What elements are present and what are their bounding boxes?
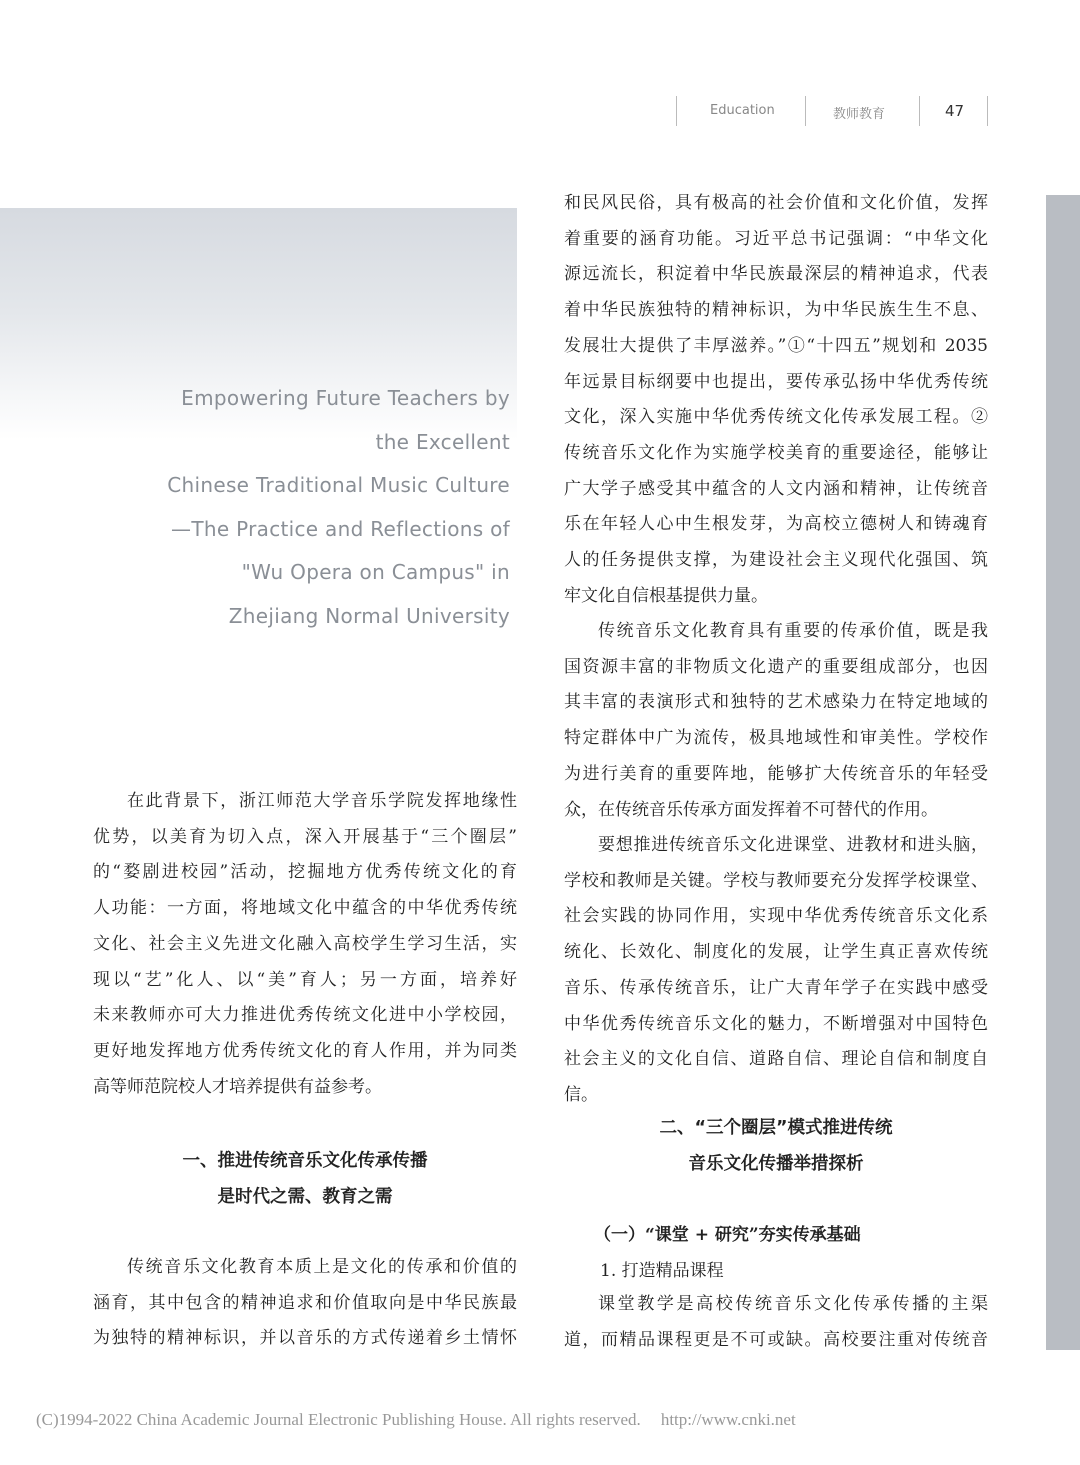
text-line: 广大学子感受其中蕴含的人文内涵和精神，让传统音	[564, 478, 988, 499]
english-title-line: Empowering Future Teachers by	[181, 386, 510, 410]
text-line: 源远流长，积淀着中华民族最深层的精神追求，代表	[564, 264, 988, 285]
text-line: 现以“艺”化人、以“美”育人；另一方面，培养好	[93, 969, 517, 990]
page-number: 47	[945, 102, 965, 120]
text-line: 社会实践的协同作用，实现中华优秀传统音乐文化系	[564, 906, 988, 927]
english-title-line: "Wu Opera on Campus" in	[241, 560, 510, 585]
text-line: 为独特的精神标识，并以音乐的方式传递着乡土情怀	[93, 1328, 517, 1349]
text-line: 学校和教师是关键。学校与教师要充分发挥学校课堂、	[564, 870, 988, 891]
text-line: 发展壮大提供了丰厚滋养。”①“十四五”规划和 2035	[564, 335, 988, 356]
english-title	[0, 377, 510, 639]
section-1-paragraph	[93, 1250, 517, 1357]
text-line: 乐在年轻人心中生根发芽，为高校立德树人和铸魂育	[564, 514, 988, 535]
copyright-footer	[36, 1410, 796, 1430]
text-line: 着中华民族独特的精神标识，为中华民族生生不息、	[564, 300, 988, 321]
left-intro-paragraph	[93, 784, 517, 1105]
header-section-en: Education	[710, 103, 775, 118]
right-paragraph-3	[564, 828, 988, 1114]
text-line: 音乐、传承传统音乐，让广大青年学子在实践中感受	[564, 977, 988, 998]
heading-line: 一、推进传统音乐文化传承传播	[182, 1151, 428, 1171]
english-title-line: —The Practice and Reflections of	[171, 516, 510, 541]
heading-line: 二、“三个圈层”模式推进传统	[659, 1118, 893, 1138]
text-line: 传统音乐文化作为实施学校美育的重要途径，能够让	[564, 442, 988, 463]
header-divider	[805, 96, 806, 126]
header-divider	[919, 96, 920, 126]
footer-url[interactable]: http://www.cnki.net	[660, 1410, 796, 1429]
header-divider	[987, 96, 988, 126]
right-paragraph-4	[564, 1287, 988, 1358]
text-line: 未来教师亦可大力推进优秀传统文化进中小学校园，	[93, 1005, 517, 1026]
text-line: 众，在传统音乐传承方面发挥着不可替代的作用。	[564, 799, 938, 820]
text-line: 在此背景下，浙江师范大学音乐学院发挥地缘性	[127, 791, 517, 811]
text-line: 的“婺剧进校园”活动，挖掘地方优秀传统文化的育	[93, 862, 517, 883]
text-line: 中华优秀传统音乐文化的魅力，不断增强对中国特色	[564, 1013, 988, 1034]
text-line: 国资源丰富的非物质文化遗产的重要组成部分，也因	[564, 656, 988, 677]
header-section-cn: 教师教育	[833, 107, 886, 122]
english-title-line: Chinese Traditional Music Culture	[167, 473, 510, 498]
english-title-line: Zhejiang Normal University	[228, 603, 510, 628]
text-line: 要想推进传统音乐文化进课堂、进教材和进头脑，	[598, 835, 988, 855]
text-line: 特定群体中广为流传，极具地域性和审美性。学校作	[564, 728, 988, 749]
text-line: 人的任务提供支撑，为建设社会主义现代化强国、筑	[564, 550, 988, 571]
text-line: 统化、长效化、制度化的发展，让学生真正喜欢传统	[564, 942, 988, 963]
text-line: 课堂教学是高校传统音乐文化传承传播的主渠	[598, 1294, 988, 1314]
header-divider	[676, 96, 677, 126]
text-line: 人功能：一方面，将地域文化中蕴含的中华优秀传统	[93, 898, 517, 919]
running-header	[676, 96, 988, 126]
text-line: 传统音乐文化教育具有重要的传承价值，既是我	[598, 621, 988, 641]
right-paragraph-2	[564, 614, 988, 828]
text-line: 年远景目标纲要中也提出，要传承弘扬中华优秀传统	[564, 371, 988, 392]
text-line: 优势，以美育为切入点，深入开展基于“三个圈层”	[93, 826, 517, 847]
text-line: 文化，深入实施中华优秀传统文化传承发展工程。②	[564, 407, 988, 428]
text-line: 和民风民俗，具有极高的社会价值和文化价值，发挥	[564, 193, 988, 213]
text-line: 其丰富的表演形式和独特的艺术感染力在特定地域的	[564, 692, 988, 713]
right-paragraph-1	[564, 186, 988, 614]
section-2-title	[564, 1110, 988, 1182]
text-line: 道，而精品课程更是不可或缺。高校要注重对传统音	[564, 1329, 988, 1350]
subsection-heading: （一）“课堂 + 研究”夯实传承基础	[594, 1225, 861, 1245]
section-1-title	[93, 1143, 517, 1215]
heading-line: 是时代之需、教育之需	[217, 1187, 393, 1207]
text-line: 涵育，其中包含的精神追求和价值取向是中华民族最	[93, 1292, 517, 1313]
copyright-text: (C)1994-2022 China Academic Journal Electronic Publishing House. All rights reserved.	[36, 1410, 641, 1429]
item-heading: 1. 打造精品课程	[600, 1261, 724, 1281]
text-line: 社会主义的文化自信、道路自信、理论自信和制度自信。	[564, 1049, 988, 1105]
text-line: 更好地发挥地方优秀传统文化的育人作用，并为同类	[93, 1040, 517, 1061]
text-line: 为进行美育的重要阵地，能够扩大传统音乐的年轻受	[564, 763, 988, 784]
text-line: 牢文化自信根基提供力量。	[564, 585, 768, 606]
heading-line: 音乐文化传播举措探析	[688, 1154, 864, 1174]
text-line: 着重要的涵育功能。习近平总书记强调：“中华文化	[564, 228, 988, 249]
side-tab-decoration	[1046, 195, 1080, 1350]
text-line: 文化、社会主义先进文化融入高校学生学习生活，实	[93, 933, 517, 954]
text-line: 高等师范院校人才培养提供有益参考。	[93, 1076, 382, 1097]
text-line: 传统音乐文化教育本质上是文化的传承和价值的	[127, 1257, 517, 1277]
english-title-line: the Excellent	[375, 429, 510, 454]
